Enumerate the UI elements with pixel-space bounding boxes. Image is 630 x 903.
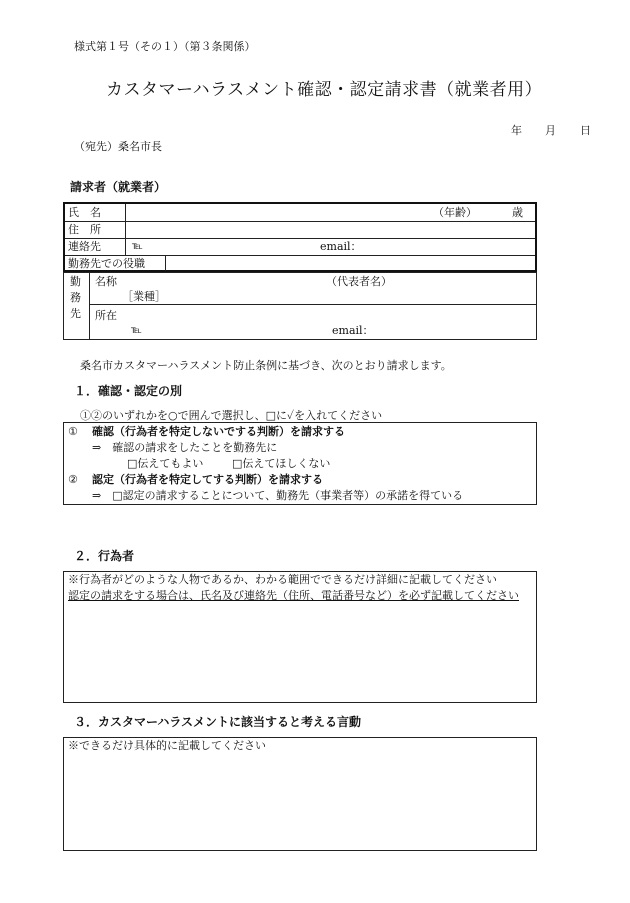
tel-field[interactable] bbox=[145, 240, 315, 254]
age-label: （年齢） bbox=[433, 206, 477, 219]
industry-label: ［業種］ bbox=[122, 290, 166, 303]
address-label: 住 所 bbox=[68, 223, 101, 236]
workplace-label-1: 勤 bbox=[70, 275, 81, 288]
option2-sub[interactable]: ⇒ □認定の請求することについて、勤務先（事業者等）の承諾を得ている bbox=[92, 489, 464, 502]
option1-number[interactable]: ① bbox=[68, 425, 78, 438]
age-unit: 歳 bbox=[512, 206, 523, 219]
name-label: 氏 名 bbox=[68, 206, 101, 219]
date-month: 月 bbox=[545, 124, 556, 137]
section1-heading: １．確認・認定の別 bbox=[74, 384, 183, 398]
workplace-tel-field[interactable] bbox=[144, 324, 324, 338]
address-field[interactable] bbox=[131, 223, 531, 237]
workplace-email-field[interactable] bbox=[376, 324, 526, 338]
workplace-tel-label: ℡ bbox=[131, 325, 142, 336]
actor-note-1: ※行為者がどのような人物であるか、わかる範囲でできるだけ詳細に記載してください bbox=[68, 573, 497, 586]
section3-heading: ３．カスタマーハラスメントに該当すると考える言動 bbox=[74, 715, 362, 729]
tel-label: ℡ bbox=[132, 241, 143, 252]
workplace-table bbox=[63, 272, 537, 340]
section1-box bbox=[63, 422, 537, 505]
name-field[interactable] bbox=[131, 206, 431, 220]
position-field[interactable] bbox=[171, 257, 531, 271]
claimant-table bbox=[63, 202, 537, 272]
option1-sub: ⇒ 確認の請求をしたことを勤務先に bbox=[92, 441, 278, 454]
position-label: 勤務先での役職 bbox=[68, 257, 145, 270]
actor-note-2: 認定の請求をする場合は、氏名及び連絡先（住所、電話番号など）を必ず記載してください bbox=[68, 589, 519, 602]
conduct-box[interactable] bbox=[63, 737, 537, 851]
section1-instruction: ①②のいずれかを○で囲んで選択し、□に✓を入れてください bbox=[80, 409, 383, 422]
date-year: 年 bbox=[511, 124, 522, 137]
representative-label: （代表者名） bbox=[326, 275, 392, 288]
workplace-label-2: 務 bbox=[70, 291, 81, 304]
workplace-label-3: 先 bbox=[70, 307, 81, 320]
form-number: 様式第１号（その１）（第３条関係） bbox=[74, 40, 256, 53]
claimant-heading: 請求者（就業者） bbox=[70, 180, 167, 194]
page-title: カスタマーハラスメント確認・認定請求書（就業者用） bbox=[106, 80, 543, 100]
option2-number[interactable]: ② bbox=[68, 473, 78, 486]
email-field[interactable] bbox=[365, 240, 530, 254]
date-day: 日 bbox=[580, 124, 591, 137]
age-field[interactable] bbox=[473, 206, 509, 220]
intro-text: 桑名市カスタマーハラスメント防止条例に基づき、次のとおり請求します。 bbox=[80, 359, 452, 372]
option1-title: 確認（行為者を特定しないでする判断）を請求する bbox=[92, 425, 345, 438]
industry-field[interactable] bbox=[176, 290, 526, 304]
location-field[interactable] bbox=[128, 309, 528, 323]
option1-choice-no[interactable]: □伝えてほしくない bbox=[232, 457, 331, 470]
contact-label: 連絡先 bbox=[68, 240, 101, 253]
location-label: 所在 bbox=[95, 309, 117, 322]
conduct-note: ※できるだけ具体的に記載してください bbox=[68, 739, 266, 752]
workplace-email-label: email： bbox=[332, 324, 374, 337]
email-label: email： bbox=[320, 240, 362, 253]
section2-heading: ２．行為者 bbox=[74, 549, 135, 563]
option2-title: 認定（行為者を特定してする判断）を請求する bbox=[92, 473, 323, 486]
workplace-name-field[interactable] bbox=[128, 275, 323, 289]
addressee: （宛先）桑名市長 bbox=[74, 140, 162, 153]
option1-choice-ok[interactable]: □伝えてもよい bbox=[127, 457, 204, 470]
workplace-name-label: 名称 bbox=[95, 275, 117, 288]
actor-box[interactable] bbox=[63, 571, 537, 703]
representative-field[interactable] bbox=[394, 275, 529, 289]
